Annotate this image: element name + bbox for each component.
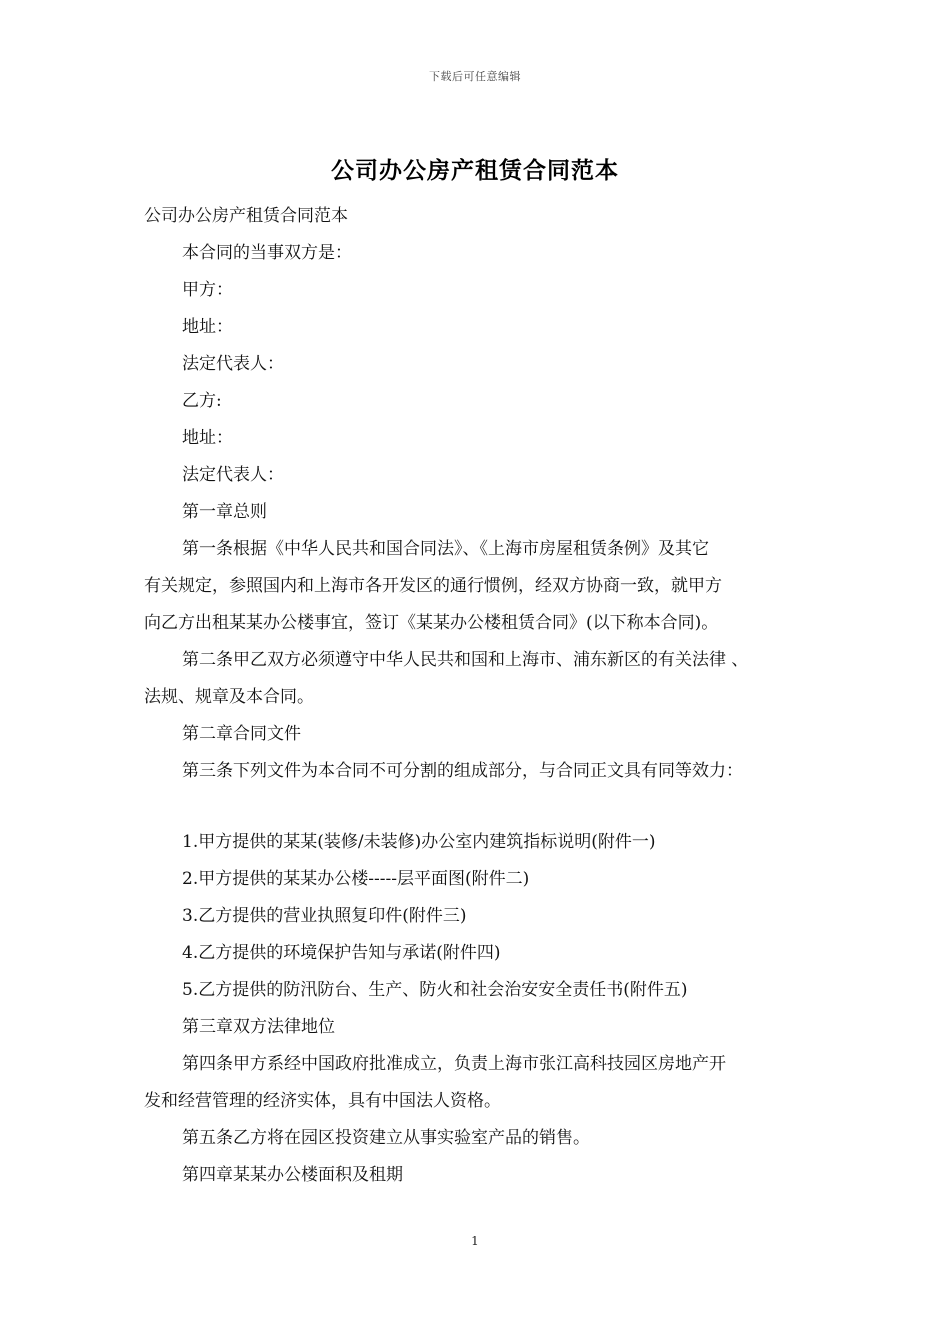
- article-4-line: 第四条甲方系经中国政府批准成立，负责上海市张江高科技园区房地产开: [182, 1054, 726, 1074]
- attachment-item: 3.乙方提供的营业执照复印件(附件三): [182, 906, 467, 926]
- article-2-line: 法规、规章及本合同。: [144, 687, 314, 707]
- article-4: [144, 1046, 824, 1120]
- attachment-item: 5.乙方提供的防汛防台、生产、防火和社会治安安全责任书(附件五): [182, 980, 688, 1000]
- article-1-line: 有关规定，参照国内和上海市各开发区的通行惯例，经双方协商一致，就甲方: [144, 576, 722, 596]
- attachment-item: 4.乙方提供的环境保护告知与承诺(附件四): [182, 943, 501, 963]
- article-1: [144, 531, 824, 642]
- document-subtitle: 公司办公房产租赁合同范本: [144, 206, 348, 226]
- chapter-4-heading: 第四章某某办公楼面积及租期: [182, 1165, 403, 1185]
- attachment-item: 1.甲方提供的某某(装修/未装修)办公室内建筑指标说明(附件一): [182, 832, 656, 852]
- chapter-2-heading: 第二章合同文件: [182, 724, 301, 744]
- article-2-line: 第二条甲乙双方必须遵守中华人民共和国和上海市、浦东新区的有关法律 、: [182, 650, 749, 670]
- header-note: 下载后可任意编辑: [429, 70, 521, 83]
- chapter-3-heading: 第三章双方法律地位: [182, 1017, 335, 1037]
- page-number: 1: [471, 1234, 479, 1248]
- article-3: 第三条下列文件为本合同不可分割的组成部分，与合同正文具有同等效力：: [182, 761, 743, 781]
- article-1-line: 第一条根据《中华人民共和国合同法》、《上海市房屋租赁条例》及其它: [182, 539, 709, 559]
- party-b-address-label: 地址：: [182, 428, 233, 448]
- article-4-line: 发和经营管理的经济实体，具有中国法人资格。: [144, 1091, 501, 1111]
- document-title: 公司办公房产租赁合同范本: [331, 157, 619, 184]
- article-5: 第五条乙方将在园区投资建立从事实验室产品的销售。: [182, 1128, 590, 1148]
- party-a-label: 甲方：: [182, 280, 233, 300]
- party-a-address-label: 地址：: [182, 317, 233, 337]
- article-1-line: 向乙方出租某某办公楼事宜，签订《某某办公楼租赁合同》(以下称本合同)。: [144, 613, 719, 633]
- party-b-representative-label: 法定代表人：: [182, 465, 284, 485]
- document-body: [144, 198, 824, 1194]
- paragraph-spacer: [144, 790, 824, 824]
- party-b-label: 乙方:: [182, 391, 222, 411]
- party-a-representative-label: 法定代表人：: [182, 354, 284, 374]
- parties-intro: 本合同的当事双方是：: [182, 243, 352, 263]
- attachment-item: 2.甲方提供的某某办公楼-----层平面图(附件二): [182, 869, 530, 889]
- article-2: [144, 642, 824, 716]
- chapter-1-heading: 第一章总则: [182, 502, 267, 522]
